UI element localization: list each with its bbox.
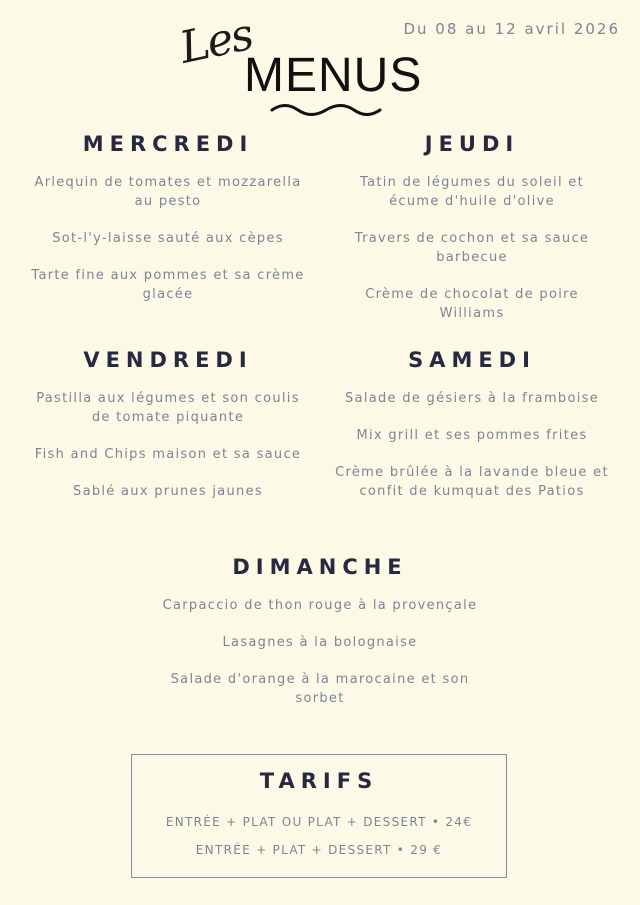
menus-logo xyxy=(175,8,423,118)
day-vendredi xyxy=(30,348,306,519)
dish-item: Salade d'orange à la marocaine et son sorbet xyxy=(170,672,470,706)
dish-item: Mix grill et ses pommes frites xyxy=(356,428,588,443)
logo-script-text: Les xyxy=(175,9,257,74)
day-title: DIMANCHE xyxy=(232,555,408,579)
day-dimanche xyxy=(150,555,490,726)
dish-item: Carpaccio de thon rouge à la provençale xyxy=(162,598,478,613)
dish-item: Lasagnes à la bolognaise xyxy=(222,635,418,650)
dish-item: Pastilla aux légumes et son coulis de tomate piquante xyxy=(36,391,300,425)
dish-item: Crème brûlée à la lavande bleue et confit de kumquat des Patios xyxy=(335,465,609,499)
dish-item: Sot-l'y-laisse sauté aux cèpes xyxy=(52,231,284,246)
tarif-line: ENTRÉE + PLAT + DESSERT • 29 € xyxy=(195,843,443,857)
dish-item: Fish and Chips maison et sa sauce xyxy=(34,447,302,462)
tarif-line: ENTRÉE + PLAT OU PLAT + DESSERT • 24€ xyxy=(165,815,473,829)
day-mercredi xyxy=(30,132,306,322)
dish-item: Tatin de légumes du soleil et écume d'huile d'olive xyxy=(360,175,584,209)
day-title: SAMEDI xyxy=(408,348,536,372)
dish-item: Sablé aux prunes jaunes xyxy=(73,484,263,499)
day-title: MERCREDI xyxy=(82,132,254,156)
day-title: JEUDI xyxy=(424,132,520,156)
dish-item: Travers de cochon et sa sauce barbecue xyxy=(354,231,590,265)
day-title: VENDREDI xyxy=(83,348,253,372)
day-samedi xyxy=(320,348,624,519)
dish-item: Arlequin de tomates et mozzarella au pesto xyxy=(34,175,302,209)
dish-item: Crème de chocolat de poire Williams xyxy=(365,287,579,321)
dish-item: Salade de gésiers à la framboise xyxy=(345,391,599,406)
tarifs-title: TARIFS xyxy=(259,769,379,793)
logo-title: MENUS xyxy=(244,49,423,102)
dish-item: Tarte fine aux pommes et sa crème glacée xyxy=(31,268,305,302)
day-jeudi xyxy=(334,132,610,341)
tarifs-box xyxy=(131,754,507,878)
wave-divider-icon xyxy=(270,100,382,116)
date-range: Du 08 au 12 avril 2026 xyxy=(403,20,620,38)
